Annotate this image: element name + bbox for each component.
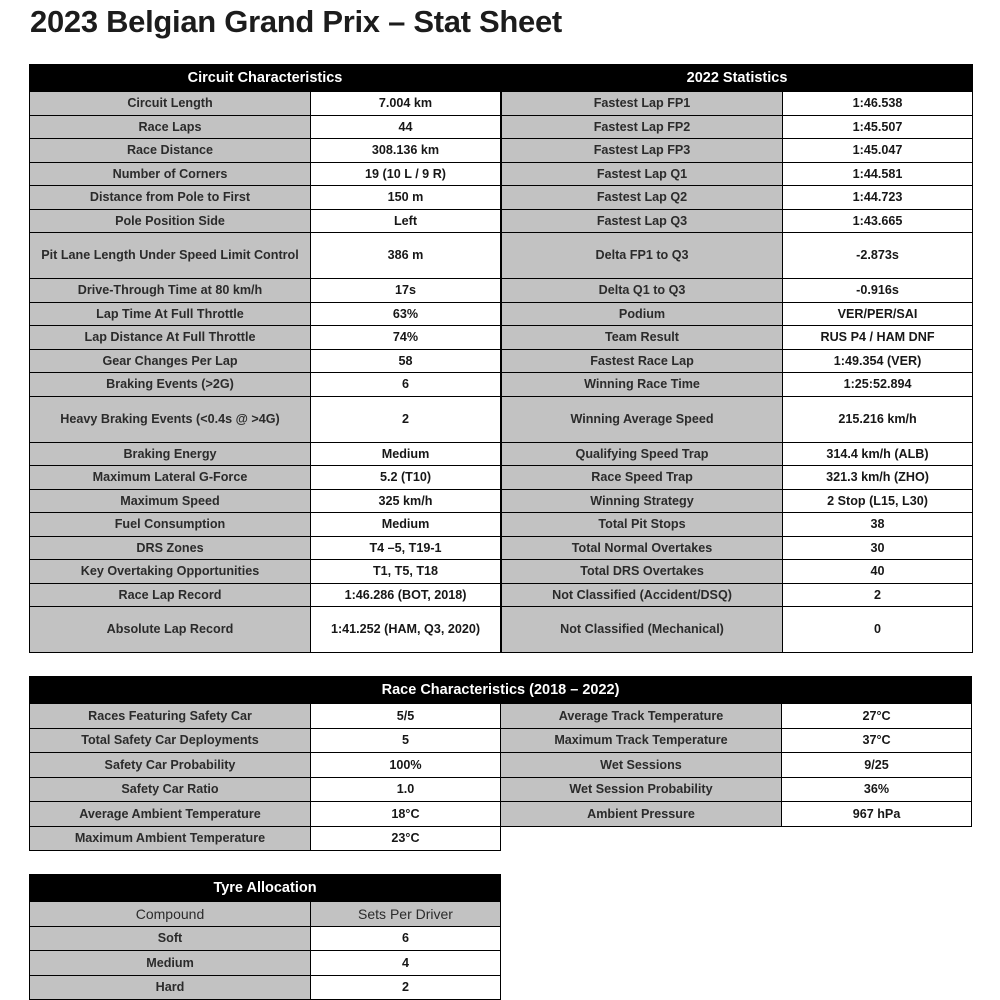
tyre-allocation-table — [29, 874, 501, 1000]
row-label-right: Wet Session Probability — [501, 777, 782, 802]
row-label: DRS Zones — [30, 536, 311, 560]
table-row — [502, 139, 973, 163]
row-value: 1:44.723 — [783, 186, 973, 210]
row-label: Braking Events (>2G) — [30, 373, 311, 397]
row-label: Fastest Lap FP1 — [502, 92, 783, 116]
row-label: Winning Race Time — [502, 373, 783, 397]
row-label: Fuel Consumption — [30, 513, 311, 537]
table-row — [502, 115, 973, 139]
row-value: 1:49.354 (VER) — [783, 349, 973, 373]
row-value-left: 100% — [311, 753, 501, 778]
table-row — [30, 209, 501, 233]
table-row — [502, 92, 973, 116]
tyre-sets: 2 — [311, 975, 501, 1000]
row-label-right: Ambient Pressure — [501, 802, 782, 827]
table-row — [30, 728, 972, 753]
row-value: 17s — [311, 279, 501, 303]
row-label-left: Safety Car Probability — [30, 753, 311, 778]
row-label: Race Distance — [30, 139, 311, 163]
race-characteristics-table — [29, 676, 972, 851]
table-row — [502, 489, 973, 513]
table-row — [30, 186, 501, 210]
row-value: Medium — [311, 513, 501, 537]
table-row — [30, 489, 501, 513]
tyre-compound: Medium — [30, 951, 311, 976]
row-value: 314.4 km/h (ALB) — [783, 442, 973, 466]
table-row — [30, 466, 501, 490]
table-row — [30, 704, 972, 729]
table-row — [30, 777, 972, 802]
row-label: Drive-Through Time at 80 km/h — [30, 279, 311, 303]
table-row — [502, 373, 973, 397]
row-label: Fastest Lap Q3 — [502, 209, 783, 233]
statistics-table — [501, 64, 973, 653]
row-label: Fastest Race Lap — [502, 349, 783, 373]
row-label: Total Pit Stops — [502, 513, 783, 537]
row-label-right: Wet Sessions — [501, 753, 782, 778]
table-row — [30, 560, 501, 584]
row-value: Left — [311, 209, 501, 233]
tyre-sets: 4 — [311, 951, 501, 976]
table-row — [502, 349, 973, 373]
tyre-column-compound: Compound — [30, 902, 311, 927]
table-row — [502, 279, 973, 303]
table-row — [30, 373, 501, 397]
row-value-left: 18°C — [311, 802, 501, 827]
row-value: 40 — [783, 560, 973, 584]
statistics-table-body — [502, 92, 973, 653]
row-value-left: 5/5 — [311, 704, 501, 729]
table-row — [30, 349, 501, 373]
table-row — [502, 442, 973, 466]
row-value: 386 m — [311, 233, 501, 279]
row-value: -0.916s — [783, 279, 973, 303]
row-label: Race Laps — [30, 115, 311, 139]
tyre-allocation-body — [30, 926, 501, 1000]
row-label-left: Maximum Ambient Temperature — [30, 826, 311, 851]
row-value: 2 — [311, 396, 501, 442]
row-value: 44 — [311, 115, 501, 139]
circuit-table-body — [30, 92, 501, 653]
row-value: 150 m — [311, 186, 501, 210]
row-label: Podium — [502, 302, 783, 326]
row-value-right: 36% — [782, 777, 972, 802]
row-value-right: 27°C — [782, 704, 972, 729]
row-label: Circuit Length — [30, 92, 311, 116]
row-value: 215.216 km/h — [783, 396, 973, 442]
top-tables-block — [29, 64, 971, 653]
row-label: Race Lap Record — [30, 583, 311, 607]
table-row — [502, 583, 973, 607]
row-value-left: 1.0 — [311, 777, 501, 802]
table-row — [502, 466, 973, 490]
table-row — [30, 162, 501, 186]
table-row — [30, 233, 501, 279]
row-label-right: Maximum Track Temperature — [501, 728, 782, 753]
row-label: Lap Time At Full Throttle — [30, 302, 311, 326]
row-value: VER/PER/SAI — [783, 302, 973, 326]
table-row — [502, 326, 973, 350]
table-row — [30, 607, 501, 653]
row-value: 325 km/h — [311, 489, 501, 513]
row-label: Absolute Lap Record — [30, 607, 311, 653]
row-value: 1:45.507 — [783, 115, 973, 139]
table-row — [30, 802, 972, 827]
race-characteristics-section — [29, 676, 971, 851]
table-row — [502, 233, 973, 279]
tyre-allocation-section — [29, 874, 500, 1000]
row-value: 63% — [311, 302, 501, 326]
row-label: Delta Q1 to Q3 — [502, 279, 783, 303]
row-label-left: Average Ambient Temperature — [30, 802, 311, 827]
row-label-left: Total Safety Car Deployments — [30, 728, 311, 753]
table-row — [30, 302, 501, 326]
row-value: 7.004 km — [311, 92, 501, 116]
row-value: 1:46.538 — [783, 92, 973, 116]
row-label-left: Races Featuring Safety Car — [30, 704, 311, 729]
row-value: 19 (10 L / 9 R) — [311, 162, 501, 186]
row-value: 74% — [311, 326, 501, 350]
row-label: Team Result — [502, 326, 783, 350]
table-row — [30, 92, 501, 116]
row-label: Number of Corners — [30, 162, 311, 186]
row-value: 38 — [783, 513, 973, 537]
row-label-right: Average Track Temperature — [501, 704, 782, 729]
table-row — [30, 753, 972, 778]
row-label: Braking Energy — [30, 442, 311, 466]
table-row — [502, 396, 973, 442]
circuit-table-header: Circuit Characteristics — [30, 65, 501, 92]
table-row — [30, 826, 972, 851]
row-value: T1, T5, T18 — [311, 560, 501, 584]
row-label: Total Normal Overtakes — [502, 536, 783, 560]
table-row — [502, 186, 973, 210]
tyre-allocation-header: Tyre Allocation — [30, 875, 501, 902]
table-row — [30, 975, 501, 1000]
row-value-left: 5 — [311, 728, 501, 753]
row-label: Maximum Lateral G-Force — [30, 466, 311, 490]
row-label: Fastest Lap Q2 — [502, 186, 783, 210]
tyre-sets: 6 — [311, 926, 501, 951]
table-row — [502, 560, 973, 584]
row-label: Total DRS Overtakes — [502, 560, 783, 584]
statistics-section — [501, 64, 973, 653]
row-label: Maximum Speed — [30, 489, 311, 513]
table-row — [502, 209, 973, 233]
row-value: 6 — [311, 373, 501, 397]
table-row — [30, 513, 501, 537]
row-value: 308.136 km — [311, 139, 501, 163]
row-value-right: 9/25 — [782, 753, 972, 778]
row-value-left: 23°C — [311, 826, 501, 851]
table-row — [502, 513, 973, 537]
row-value: 1:25:52.894 — [783, 373, 973, 397]
row-label-left: Safety Car Ratio — [30, 777, 311, 802]
row-value: 1:41.252 (HAM, Q3, 2020) — [311, 607, 501, 653]
table-row — [30, 115, 501, 139]
row-label: Fastest Lap FP2 — [502, 115, 783, 139]
row-label: Delta FP1 to Q3 — [502, 233, 783, 279]
row-value: Medium — [311, 442, 501, 466]
table-row — [30, 951, 501, 976]
table-row — [30, 442, 501, 466]
row-label: Heavy Braking Events (<0.4s @ >4G) — [30, 396, 311, 442]
row-value: 0 — [783, 607, 973, 653]
table-row — [30, 139, 501, 163]
circuit-characteristics-table — [29, 64, 501, 653]
circuit-characteristics-section — [29, 64, 501, 653]
row-value: 1:45.047 — [783, 139, 973, 163]
empty-cell — [501, 826, 782, 851]
row-label: Winning Average Speed — [502, 396, 783, 442]
row-value: T4 –5, T19-1 — [311, 536, 501, 560]
table-row — [30, 536, 501, 560]
row-label: Not Classified (Accident/DSQ) — [502, 583, 783, 607]
table-row — [502, 536, 973, 560]
tyre-column-sets: Sets Per Driver — [311, 902, 501, 927]
table-row — [30, 583, 501, 607]
row-label: Pit Lane Length Under Speed Limit Control — [30, 233, 311, 279]
table-row — [30, 279, 501, 303]
row-value: 5.2 (T10) — [311, 466, 501, 490]
row-label: Qualifying Speed Trap — [502, 442, 783, 466]
row-value: 2 — [783, 583, 973, 607]
row-value: 1:46.286 (BOT, 2018) — [311, 583, 501, 607]
row-value: 2 Stop (L15, L30) — [783, 489, 973, 513]
row-value-right: 37°C — [782, 728, 972, 753]
table-row — [502, 302, 973, 326]
row-value: 30 — [783, 536, 973, 560]
table-row — [502, 162, 973, 186]
tyre-compound: Hard — [30, 975, 311, 1000]
statistics-table-header: 2022 Statistics — [502, 65, 973, 92]
table-row — [502, 607, 973, 653]
row-label: Distance from Pole to First — [30, 186, 311, 210]
row-label: Key Overtaking Opportunities — [30, 560, 311, 584]
row-label: Winning Strategy — [502, 489, 783, 513]
row-label: Fastest Lap Q1 — [502, 162, 783, 186]
table-row — [30, 926, 501, 951]
row-value: 1:44.581 — [783, 162, 973, 186]
table-row — [30, 326, 501, 350]
row-label: Race Speed Trap — [502, 466, 783, 490]
row-value: 321.3 km/h (ZHO) — [783, 466, 973, 490]
row-value: -2.873s — [783, 233, 973, 279]
row-label: Not Classified (Mechanical) — [502, 607, 783, 653]
row-label: Lap Distance At Full Throttle — [30, 326, 311, 350]
race-characteristics-body — [30, 704, 972, 851]
row-label: Gear Changes Per Lap — [30, 349, 311, 373]
race-characteristics-header: Race Characteristics (2018 – 2022) — [30, 677, 972, 704]
tyre-compound: Soft — [30, 926, 311, 951]
row-label: Fastest Lap FP3 — [502, 139, 783, 163]
row-label: Pole Position Side — [30, 209, 311, 233]
row-value-right: 967 hPa — [782, 802, 972, 827]
row-value: 1:43.665 — [783, 209, 973, 233]
table-row — [30, 396, 501, 442]
row-value: RUS P4 / HAM DNF — [783, 326, 973, 350]
page-title: 2023 Belgian Grand Prix – Stat Sheet — [30, 4, 562, 39]
row-value: 58 — [311, 349, 501, 373]
empty-cell — [782, 826, 972, 851]
